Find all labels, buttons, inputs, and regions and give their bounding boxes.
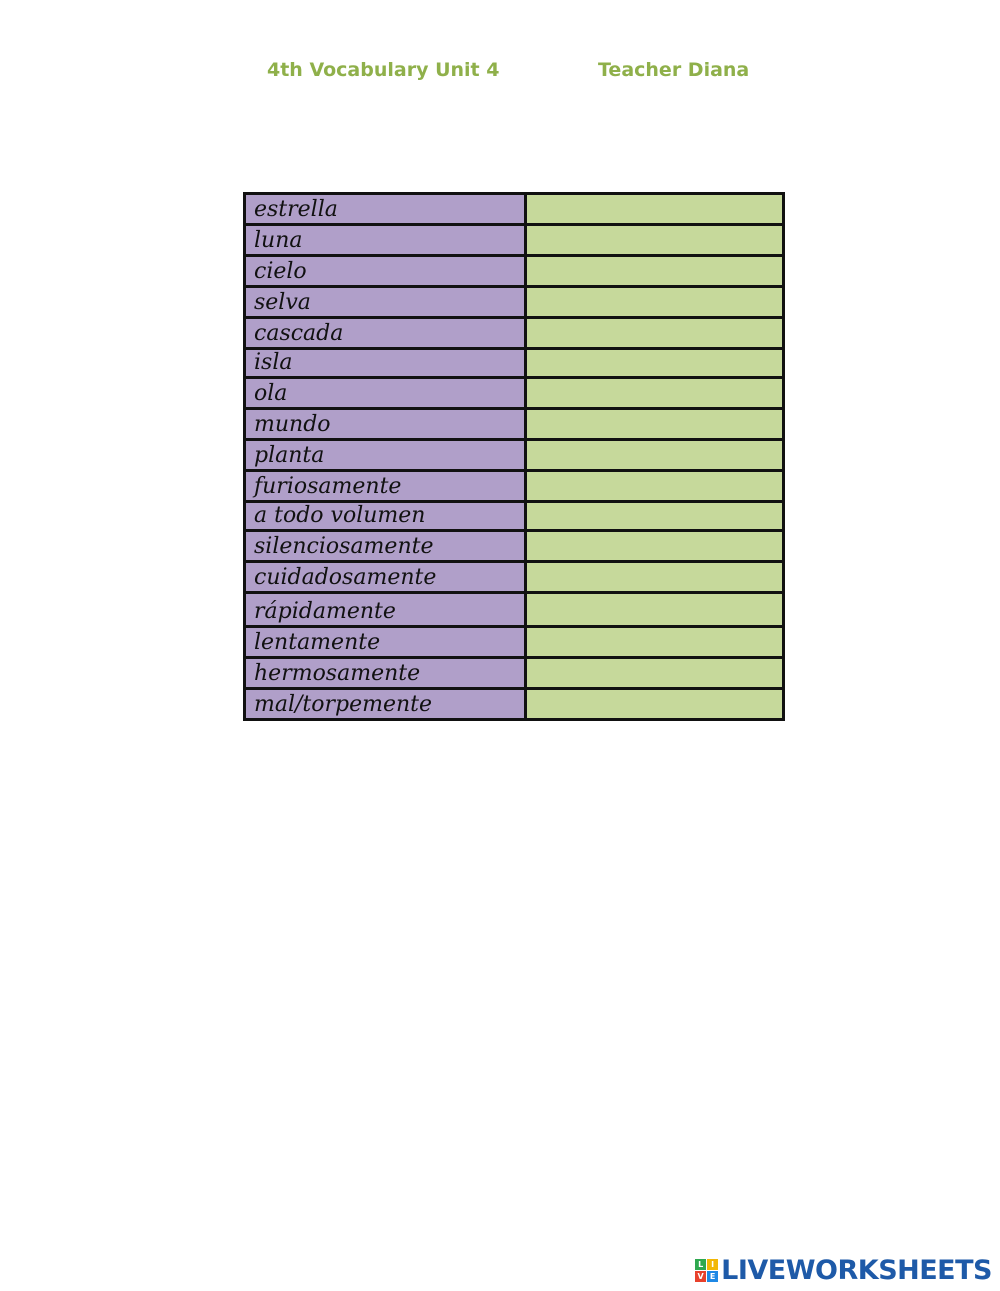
answer-field[interactable] (526, 287, 784, 318)
vocab-word: cascada (245, 318, 526, 349)
vocab-word: silenciosamente (245, 531, 526, 562)
answer-field[interactable] (526, 502, 784, 531)
vocab-word: luna (245, 225, 526, 256)
table-row (245, 409, 784, 440)
answer-field[interactable] (526, 349, 784, 378)
vocab-word: cielo (245, 256, 526, 287)
table-row (245, 440, 784, 471)
table-row (245, 627, 784, 658)
table-row (245, 225, 784, 256)
logo-block: L (695, 1259, 706, 1270)
vocab-word: mundo (245, 409, 526, 440)
vocab-word: estrella (245, 194, 526, 225)
vocab-word: selva (245, 287, 526, 318)
vocab-word: mal/torpemente (245, 689, 526, 720)
table-row (245, 194, 784, 225)
logo-block: V (695, 1271, 706, 1282)
answer-field[interactable] (526, 256, 784, 287)
brand-wordmark: LIVEWORKSHEETS (721, 1254, 992, 1286)
answer-field[interactable] (526, 593, 784, 627)
vocab-word: isla (245, 349, 526, 378)
logo-block: E (707, 1271, 718, 1282)
vocab-word: lentamente (245, 627, 526, 658)
answer-field[interactable] (526, 440, 784, 471)
table-row (245, 562, 784, 593)
worksheet-title: 4th Vocabulary Unit 4 (267, 59, 500, 81)
logo-block: I (707, 1259, 718, 1270)
table-row (245, 287, 784, 318)
answer-field[interactable] (526, 409, 784, 440)
table-row (245, 378, 784, 409)
vocab-word: rápidamente (245, 593, 526, 627)
answer-field[interactable] (526, 378, 784, 409)
teacher-name: Teacher Diana (598, 59, 750, 81)
answer-field[interactable] (526, 627, 784, 658)
table-row (245, 349, 784, 378)
answer-field[interactable] (526, 225, 784, 256)
answer-field[interactable] (526, 318, 784, 349)
answer-field[interactable] (526, 471, 784, 502)
vocab-word: a todo volumen (245, 502, 526, 531)
table-row (245, 658, 784, 689)
answer-field[interactable] (526, 658, 784, 689)
vocab-word: hermosamente (245, 658, 526, 689)
vocab-word: cuidadosamente (245, 562, 526, 593)
table-row (245, 593, 784, 627)
answer-field[interactable] (526, 562, 784, 593)
table-row (245, 256, 784, 287)
vocab-word: furiosamente (245, 471, 526, 502)
table-row (245, 502, 784, 531)
vocabulary-table (243, 192, 785, 721)
vocab-word: ola (245, 378, 526, 409)
table-row (245, 318, 784, 349)
table-row (245, 471, 784, 502)
answer-field[interactable] (526, 531, 784, 562)
answer-field[interactable] (526, 194, 784, 225)
liveworksheets-logo (695, 1254, 992, 1286)
table-row (245, 689, 784, 720)
vocab-word: planta (245, 440, 526, 471)
answer-field[interactable] (526, 689, 784, 720)
table-row (245, 531, 784, 562)
live-blocks-icon (695, 1259, 718, 1282)
